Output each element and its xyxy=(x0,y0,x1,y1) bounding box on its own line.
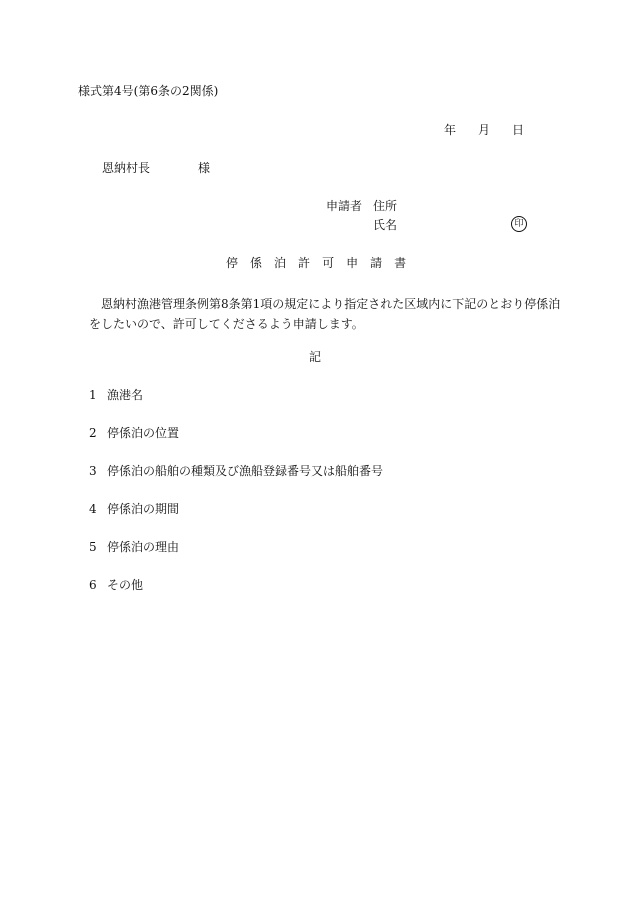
list-item xyxy=(89,540,179,554)
seal-mark-icon: 印 xyxy=(511,216,527,232)
title-char: 許 xyxy=(298,256,311,270)
title-char: 停 xyxy=(226,256,239,270)
application-body xyxy=(89,294,569,334)
item-label: 停係泊の位置 xyxy=(107,426,180,440)
form-number: 様式第4号(第6条の2関係) xyxy=(78,84,219,98)
title-char: 書 xyxy=(394,256,407,270)
item-label: 停係泊の理由 xyxy=(107,540,180,554)
applicant-role-label: 申請者 xyxy=(326,199,363,213)
title-char: 係 xyxy=(250,256,263,270)
item-number: 4 xyxy=(89,502,97,516)
list-item xyxy=(89,388,143,402)
list-item xyxy=(89,426,179,440)
date-year-label: 年 xyxy=(444,123,457,137)
addressee-name: 恩納村長 xyxy=(102,161,151,175)
item-number: 6 xyxy=(89,578,97,592)
title-char: 可 xyxy=(322,256,335,270)
item-number: 2 xyxy=(89,426,97,440)
date-day-label: 日 xyxy=(512,123,525,137)
item-label: 漁港名 xyxy=(107,388,144,402)
list-item xyxy=(89,578,143,592)
title-char: 請 xyxy=(370,256,383,270)
item-label: 停係泊の船舶の種類及び漁船登録番号又は船舶番号 xyxy=(107,464,384,478)
applicant-name-label: 氏名 xyxy=(373,218,398,232)
item-number: 1 xyxy=(89,388,97,402)
item-label: 停係泊の期間 xyxy=(107,502,180,516)
body-line-1: 恩納村漁港管理条例第8条第1項の規定により指定された区域内に下記のとおり停係泊 xyxy=(101,297,561,311)
list-item xyxy=(89,464,383,478)
ki-marker: 記 xyxy=(309,350,322,364)
list-item xyxy=(89,502,179,516)
body-line-2: をしたいので、許可してくださるよう申請します。 xyxy=(89,317,364,331)
date-line xyxy=(444,123,524,137)
item-number: 3 xyxy=(89,464,97,478)
title-char: 申 xyxy=(346,256,359,270)
document-title xyxy=(226,256,418,270)
addressee-honorific: 様 xyxy=(198,161,211,175)
date-month-label: 月 xyxy=(478,123,491,137)
title-char: 泊 xyxy=(274,256,287,270)
addressee xyxy=(102,161,210,175)
applicant-address-label: 住所 xyxy=(373,199,398,213)
item-number: 5 xyxy=(89,540,97,554)
item-label: その他 xyxy=(107,578,144,592)
